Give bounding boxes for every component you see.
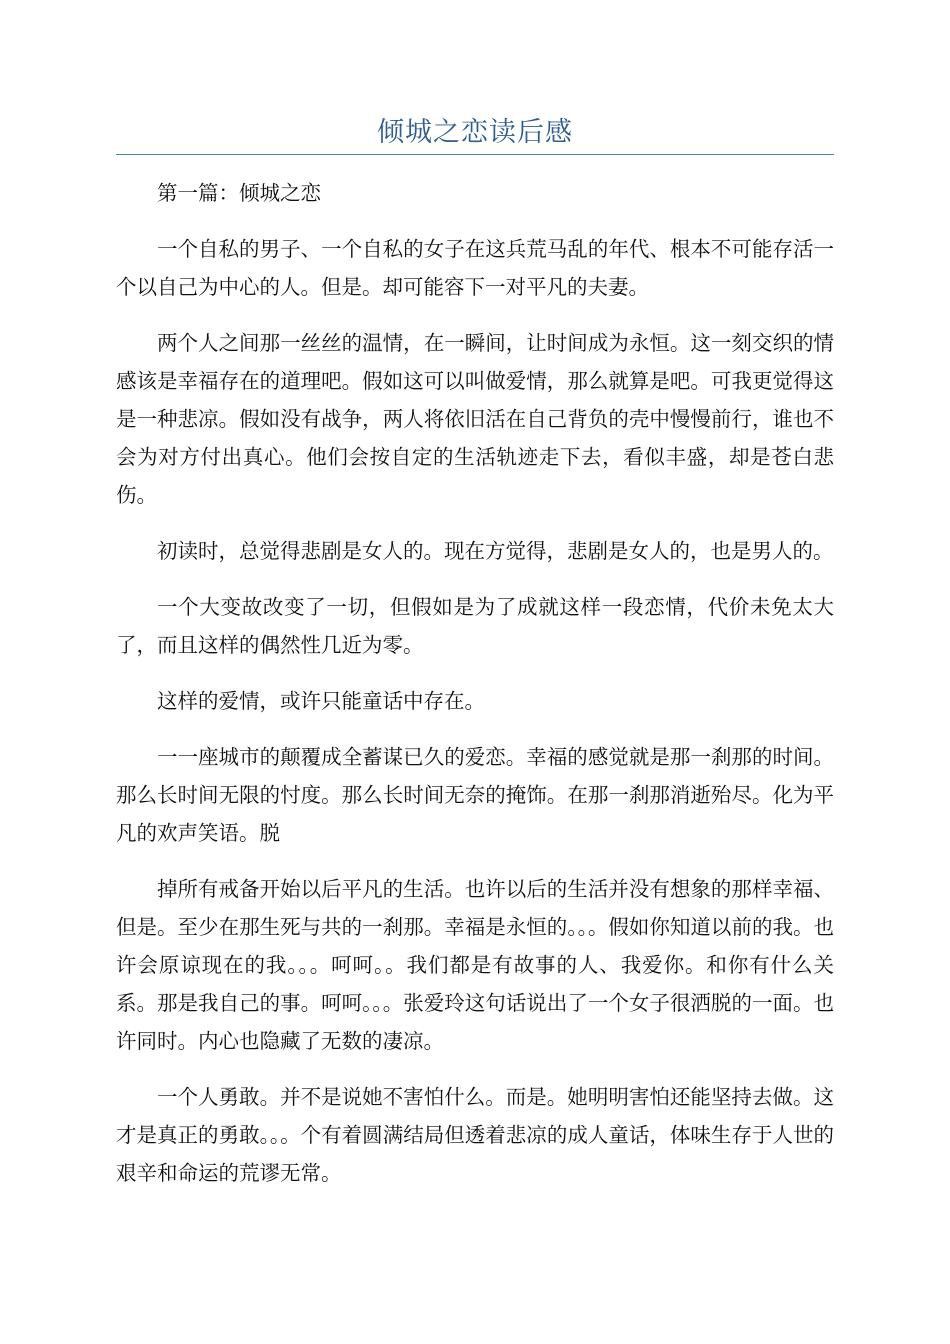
paragraph: 初读时，总觉得悲剧是女人的。现在方觉得，悲剧是女人的，也是男人的。	[157, 539, 834, 563]
paragraph: 一个人勇敢。并不是说她不害怕什么。而是。她明明害怕还能坚持去做。这才是真正的勇敢。。。个有着圆满结局但透着悲凉的成人童话，体味生存于人世的艰辛和命运的荒谬无常。	[116, 1085, 834, 1185]
section-heading: 第一篇：倾城之恋	[157, 181, 321, 205]
paragraph: 一个自私的男子、一个自私的女子在这兵荒马乱的年代、根本不可能存活一个以自己为中心的人。但是。却可能容下一对平凡的夫妻。	[116, 237, 834, 299]
paragraph: 一个大变故改变了一切，但假如是为了成就这样一段恋情，代价未免太大了，而且这样的偶然性几近为零。	[116, 595, 834, 657]
document-title: 倾城之恋读后感	[377, 117, 573, 148]
title-underline	[116, 154, 834, 155]
document-body	[116, 174, 834, 1210]
paragraph: 两个人之间那一丝丝的温情，在一瞬间，让时间成为永恒。这一刻交织的情感该是幸福存在的道理吧。假如这可以叫做爱情，那么就算是吧。可我更觉得这是一种悲凉。假如没有战争，两人将依旧活在自己背负的壳中慢慢前行，谁也不会为对方付出真心。他们会按自定的生活轨迹走下去，看似丰盛，却是苍白悲伤。	[116, 331, 834, 507]
paragraph: 一一座城市的颠覆成全蓄谋已久的爱恋。幸福的感觉就是那一刹那的时间。那么长时间无限的忖度。那么长时间无奈的掩饰。在那一刹那消逝殆尽。化为平凡的欢声笑语。脱	[116, 745, 834, 845]
paragraph: 这样的爱情，或许只能童话中存在。	[157, 689, 485, 713]
paragraph: 掉所有戒备开始以后平凡的生活。也许以后的生活并没有想象的那样幸福、但是。至少在那生死与共的一刹那。幸福是永恒的。。。假如你知道以前的我。也许会原谅现在的我。。。呵呵。。我们都是有故事的人、我爱你。和你有什么关系。那是我自己的事。呵呵。。。张爱玲这句话说出了一个女子很洒脱的一面。也许同时。内心也隐藏了无数的凄凉。	[116, 877, 834, 1053]
